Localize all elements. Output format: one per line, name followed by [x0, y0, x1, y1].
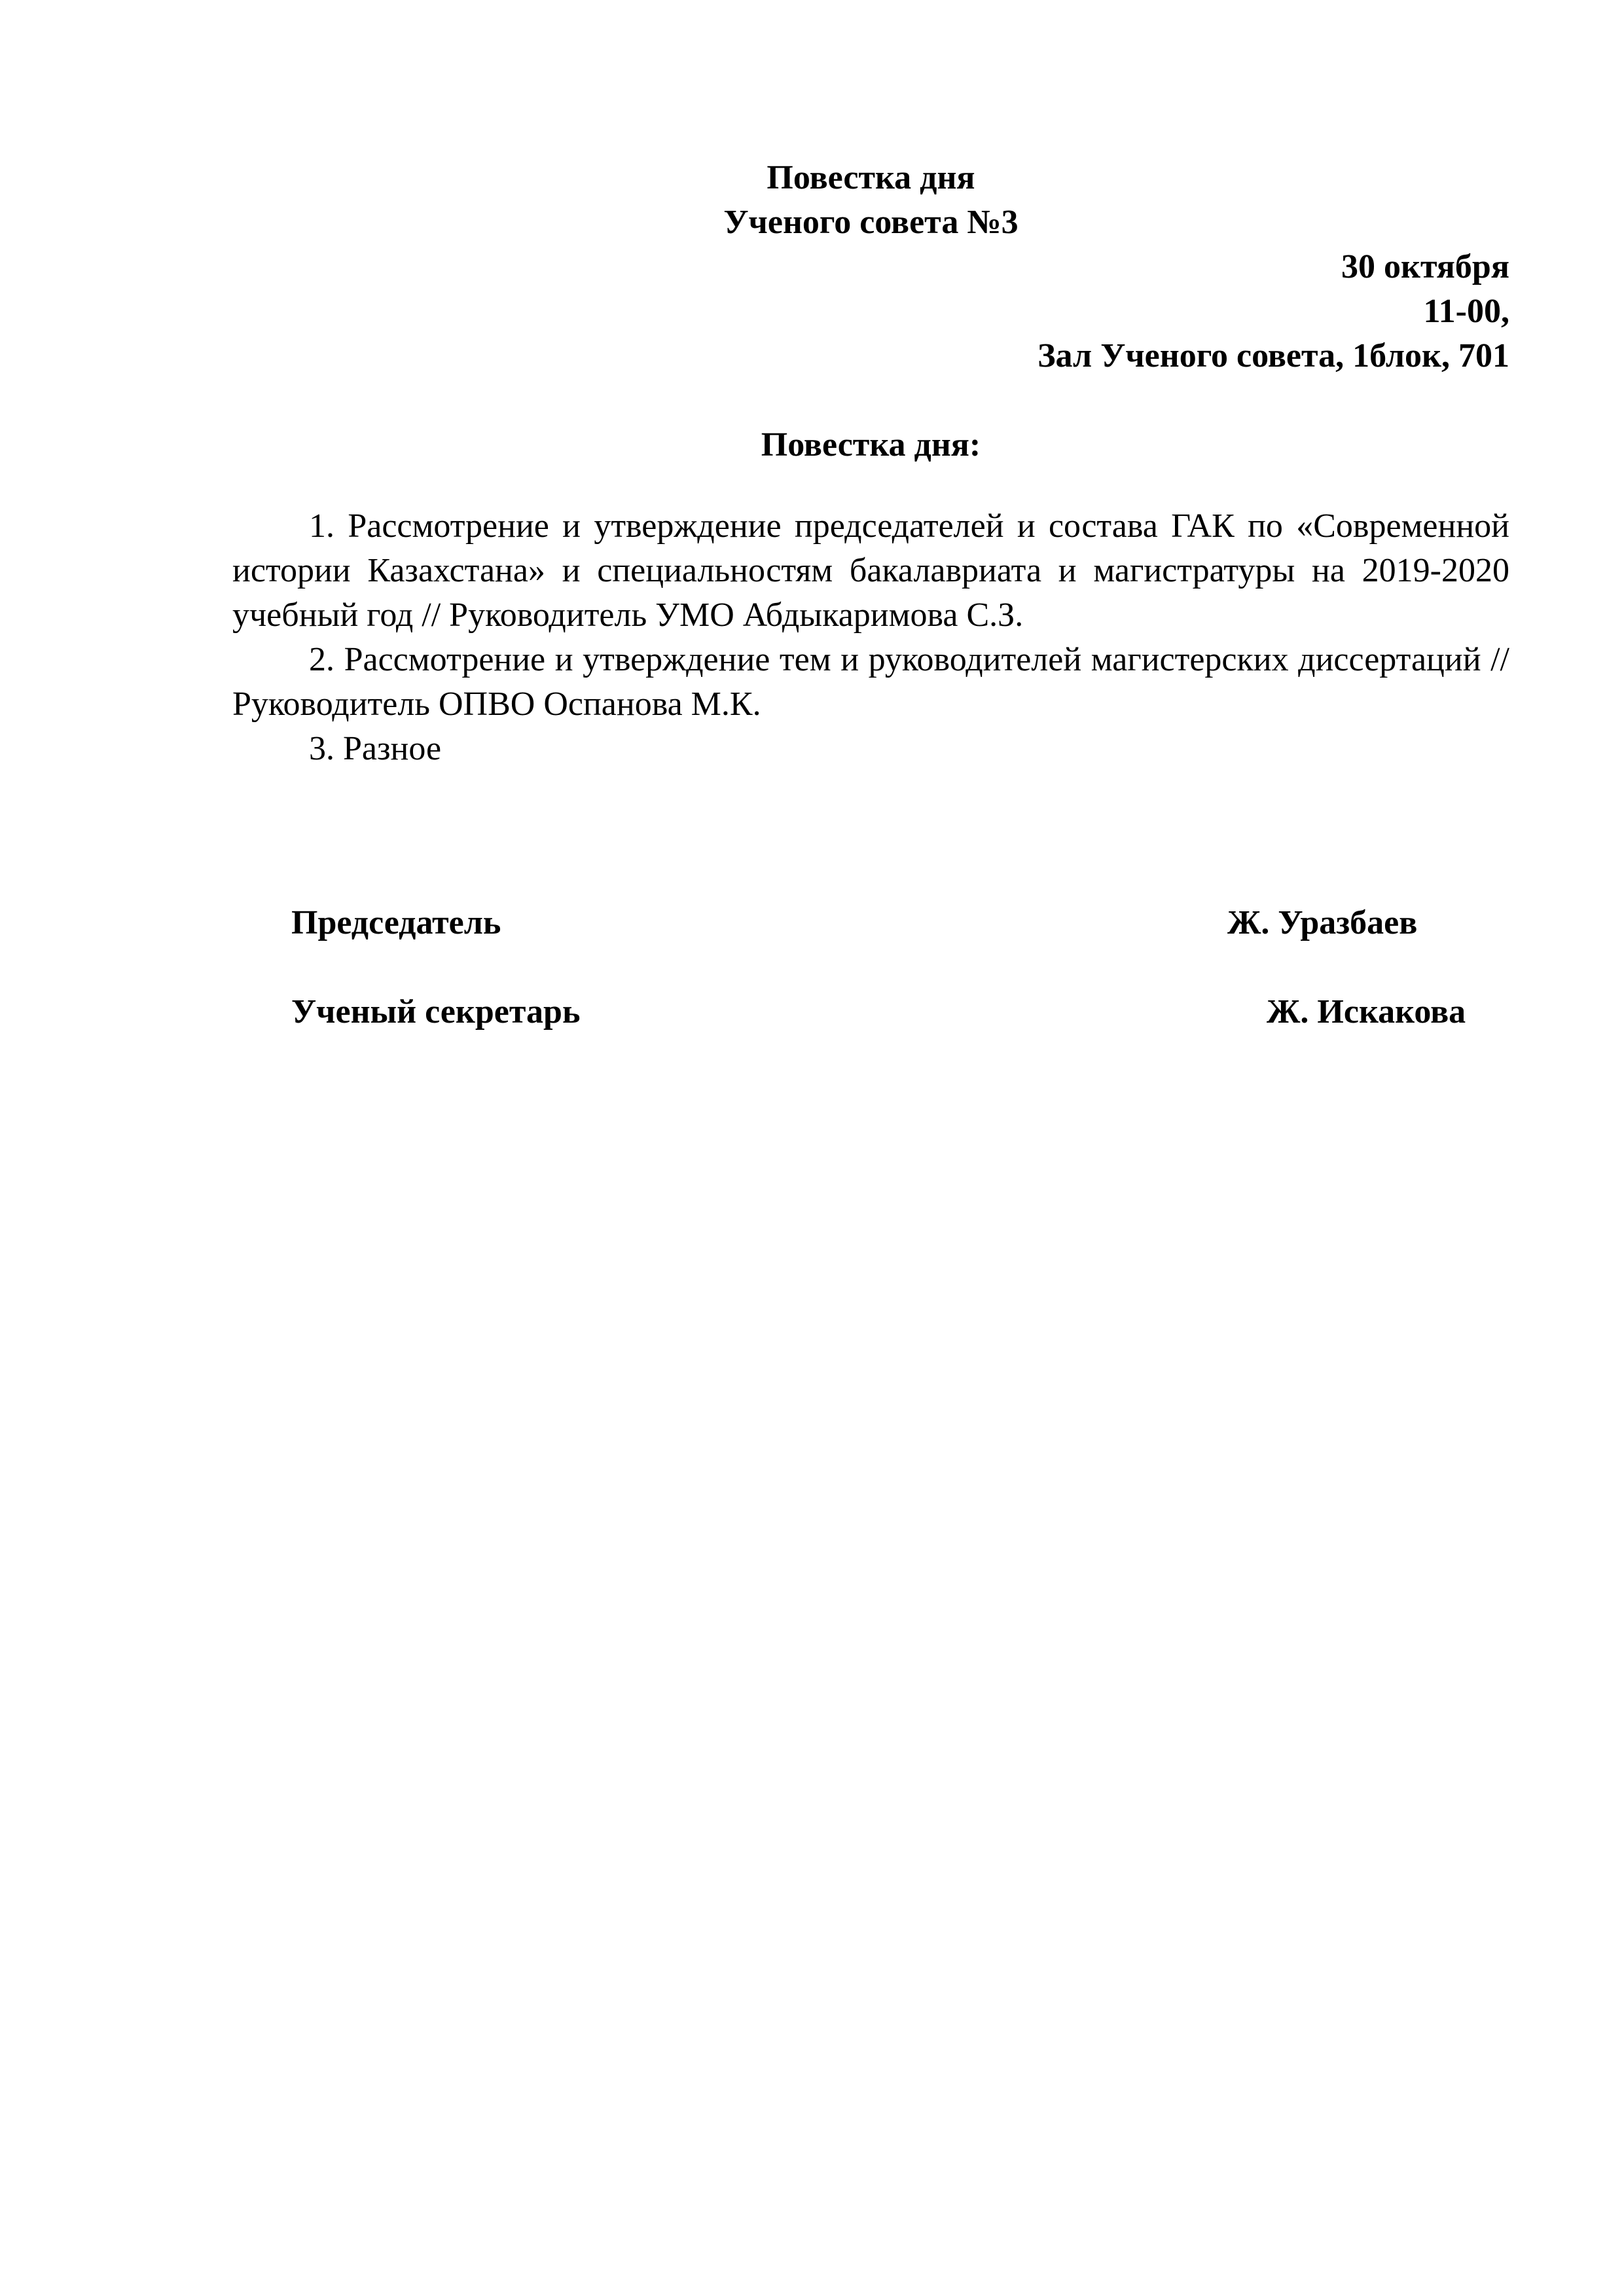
agenda-item	[232, 638, 1509, 727]
document-title: Повестка дня	[767, 159, 975, 196]
agenda-item	[232, 504, 1509, 638]
meeting-date: 30 октября	[1341, 248, 1509, 285]
agenda-item-text: Рассмотрение и утверждение тем и руководителей магистерских диссертаций // Руководитель ОПВО Оспанова М.К.	[232, 641, 1510, 723]
meeting-place: Зал Ученого совета, 1блок, 701	[1038, 337, 1509, 374]
signature-role: Ученый секретарь	[291, 993, 581, 1030]
meeting-time: 11-00,	[1423, 293, 1509, 330]
agenda-item-text: Разное	[343, 730, 442, 767]
signature-role: Председатель	[291, 904, 501, 941]
signature-name: Ж. Уразбаев	[1227, 904, 1418, 941]
agenda-item-number: 2.	[309, 641, 334, 678]
agenda-item	[232, 727, 1509, 771]
agenda-item-number: 1.	[309, 507, 334, 545]
signature-name: Ж. Искакова	[1267, 993, 1466, 1030]
agenda-list	[232, 504, 1509, 771]
agenda-item-text: Рассмотрение и утверждение председателей и состава ГАК по «Современной истории Казахстана» и специальностям бакалавриата и магистратуры на 2019-2020 учебный год // Руководитель УМО Абдыкаримова С.З.	[232, 507, 1510, 634]
agenda-heading: Повестка дня:	[761, 426, 981, 464]
agenda-item-number: 3.	[309, 730, 334, 767]
document-subtitle: Ученого совета №3	[723, 204, 1019, 241]
